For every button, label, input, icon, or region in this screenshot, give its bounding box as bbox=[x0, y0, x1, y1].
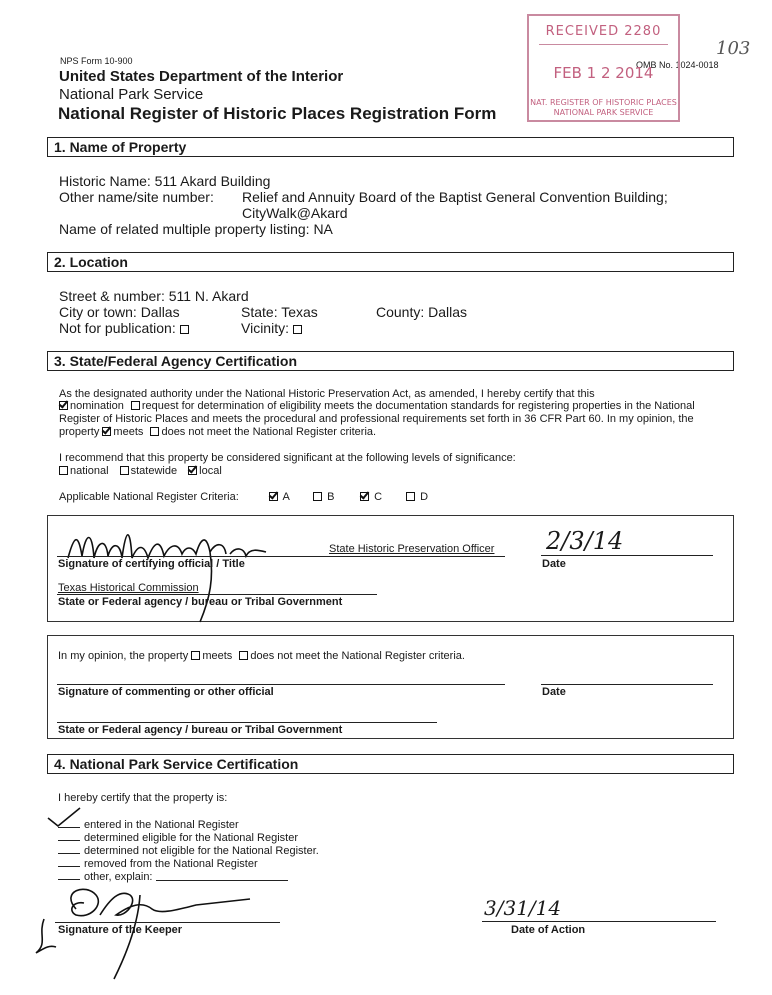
national-checkbox[interactable] bbox=[59, 466, 68, 475]
not-for-publication bbox=[59, 320, 191, 337]
stamp-received: RECEIVED 2280 bbox=[545, 24, 662, 39]
criteria-b-checkbox[interactable] bbox=[313, 492, 322, 501]
option-entered bbox=[58, 818, 239, 832]
option-removed-blank[interactable] bbox=[58, 857, 80, 867]
criteria-b-label: B bbox=[327, 491, 335, 503]
option-not-eligible-blank[interactable] bbox=[58, 844, 80, 854]
local-checkbox[interactable] bbox=[188, 466, 197, 475]
certifying-date-label: Date bbox=[542, 558, 566, 570]
option-entered-blank[interactable] bbox=[58, 818, 80, 828]
criteria-a-checkbox[interactable] bbox=[269, 492, 278, 501]
meets-checkbox[interactable] bbox=[102, 427, 111, 436]
service-name: National Park Service bbox=[59, 86, 204, 103]
action-date-value: 3/31/14 bbox=[484, 896, 562, 920]
stamp-line1: NAT. REGISTER OF HISTORIC PLACES bbox=[530, 98, 677, 107]
criteria-b bbox=[313, 491, 334, 504]
criteria-c-checkbox[interactable] bbox=[360, 492, 369, 501]
criteria-d-label: D bbox=[420, 491, 429, 503]
criteria-a-label: A bbox=[282, 491, 290, 503]
vicinity-label: Vicinity: bbox=[241, 320, 289, 336]
certifying-date-value: 2/3/14 bbox=[546, 527, 624, 555]
cert-line-2-rest: meets the documentation standards for registering properties in the National bbox=[324, 400, 695, 412]
commenting-signature-label: Signature of commenting or other official bbox=[58, 686, 274, 698]
recommend-text: I recommend that this property be considered significant at the following levels of significance: bbox=[59, 452, 516, 464]
city: City or town: Dallas bbox=[59, 304, 180, 320]
property-label: property bbox=[59, 426, 100, 438]
related-listing: Name of related multiple property listing: NA bbox=[59, 221, 333, 237]
criteria-a bbox=[269, 491, 290, 504]
certifying-signature-label: Signature of certifying official / Title bbox=[58, 558, 245, 570]
local-label: local bbox=[199, 465, 222, 477]
commenting-agency-label: State or Federal agency / bureau or Tribal Government bbox=[58, 724, 343, 736]
option-not-eligible-label: determined not eligible for the National Register. bbox=[84, 845, 319, 857]
other-name-value-1: Relief and Annuity Board of the Baptist General Convention Building; bbox=[242, 189, 668, 205]
option-eligible bbox=[58, 831, 298, 845]
nomination-checkbox[interactable] bbox=[59, 401, 68, 410]
stamp-line2: NATIONAL PARK SERVICE bbox=[553, 108, 654, 117]
omb-number: OMB No. 1024-0018 bbox=[636, 60, 719, 70]
cert-line-4 bbox=[59, 426, 376, 439]
stamp-date: FEB 1 2 2014 bbox=[553, 64, 654, 82]
statewide-label: statewide bbox=[130, 465, 178, 477]
department-name: United States Department of the Interior bbox=[59, 68, 344, 85]
request-checkbox[interactable] bbox=[131, 401, 140, 410]
section2-heading: 2. Location bbox=[47, 252, 734, 272]
opinion-not-meets-label: does not meet the National Register criteria. bbox=[250, 650, 465, 662]
option-other-label: other, explain: bbox=[84, 871, 153, 883]
option-removed bbox=[58, 857, 258, 871]
form-number: NPS Form 10-900 bbox=[60, 56, 133, 66]
section1-heading: 1. Name of Property bbox=[47, 137, 734, 157]
keeper-certify-text: I hereby certify that the property is: bbox=[58, 792, 228, 804]
margin-note: 103 bbox=[716, 38, 751, 59]
option-removed-label: removed from the National Register bbox=[84, 858, 258, 870]
opinion-prefix: In my opinion, the property bbox=[58, 650, 189, 662]
statewide-checkbox[interactable] bbox=[120, 466, 129, 475]
street-number: Street & number: 511 N. Akard bbox=[59, 288, 249, 304]
criteria-d bbox=[406, 491, 428, 504]
criteria-d-checkbox[interactable] bbox=[406, 492, 415, 501]
not-meets-checkbox[interactable] bbox=[150, 427, 159, 436]
cert-line-2 bbox=[59, 400, 695, 413]
option-not-eligible bbox=[58, 844, 319, 858]
received-stamp bbox=[527, 14, 680, 122]
state: State: Texas bbox=[241, 304, 318, 320]
criteria-label: Applicable National Register Criteria: bbox=[59, 491, 239, 503]
opinion-meets-label: meets bbox=[202, 650, 233, 662]
cert-line-3: Register of Historic Places and meets the procedural and professional requirements set forth in 36 CFR Part 60. In my opinion, the bbox=[59, 413, 694, 425]
not-meets-label: does not meet the National Register criteria. bbox=[161, 426, 377, 438]
option-entered-label: entered in the National Register bbox=[84, 819, 239, 831]
agency-label: State or Federal agency / bureau or Tribal Government bbox=[58, 596, 343, 608]
criteria-c-label: C bbox=[374, 491, 383, 503]
opinion-not-meets-checkbox[interactable] bbox=[239, 651, 248, 660]
significance-levels bbox=[59, 465, 222, 478]
certifying-signature bbox=[60, 518, 280, 628]
vicinity-checkbox[interactable] bbox=[293, 325, 302, 334]
agency-value: Texas Historical Commission bbox=[58, 582, 199, 594]
option-eligible-blank[interactable] bbox=[58, 831, 80, 841]
vicinity bbox=[241, 320, 304, 337]
opinion-meets-checkbox[interactable] bbox=[191, 651, 200, 660]
opinion-line bbox=[58, 650, 465, 663]
county: County: Dallas bbox=[376, 304, 468, 320]
criteria-c bbox=[360, 491, 382, 504]
certifying-title: State Historic Preservation Officer bbox=[329, 543, 495, 555]
keeper-signature-label: Signature of the Keeper bbox=[58, 924, 183, 936]
national-label: national bbox=[70, 465, 109, 477]
option-eligible-label: determined eligible for the National Register bbox=[84, 832, 299, 844]
not-for-publication-label: Not for publication: bbox=[59, 320, 176, 336]
request-label: request for determination of eligibility bbox=[141, 400, 322, 412]
action-date-label: Date of Action bbox=[511, 924, 586, 936]
historic-name: Historic Name: 511 Akard Building bbox=[59, 173, 271, 189]
nomination-label: nomination bbox=[70, 400, 124, 412]
not-for-publication-checkbox[interactable] bbox=[180, 325, 189, 334]
page-title: National Register of Historic Places Registration Form bbox=[58, 104, 497, 123]
meets-label: meets bbox=[113, 426, 144, 438]
other-name-label: Other name/site number: bbox=[59, 189, 214, 205]
cert-line-1: As the designated authority under the National Historic Preservation Act, as amended, I hereby certify that this bbox=[59, 388, 595, 400]
other-name-value-2: CityWalk@Akard bbox=[242, 205, 348, 221]
commenting-date-label: Date bbox=[542, 686, 566, 698]
section4-heading: 4. National Park Service Certification bbox=[47, 754, 734, 774]
section3-heading: 3. State/Federal Agency Certification bbox=[47, 351, 734, 371]
